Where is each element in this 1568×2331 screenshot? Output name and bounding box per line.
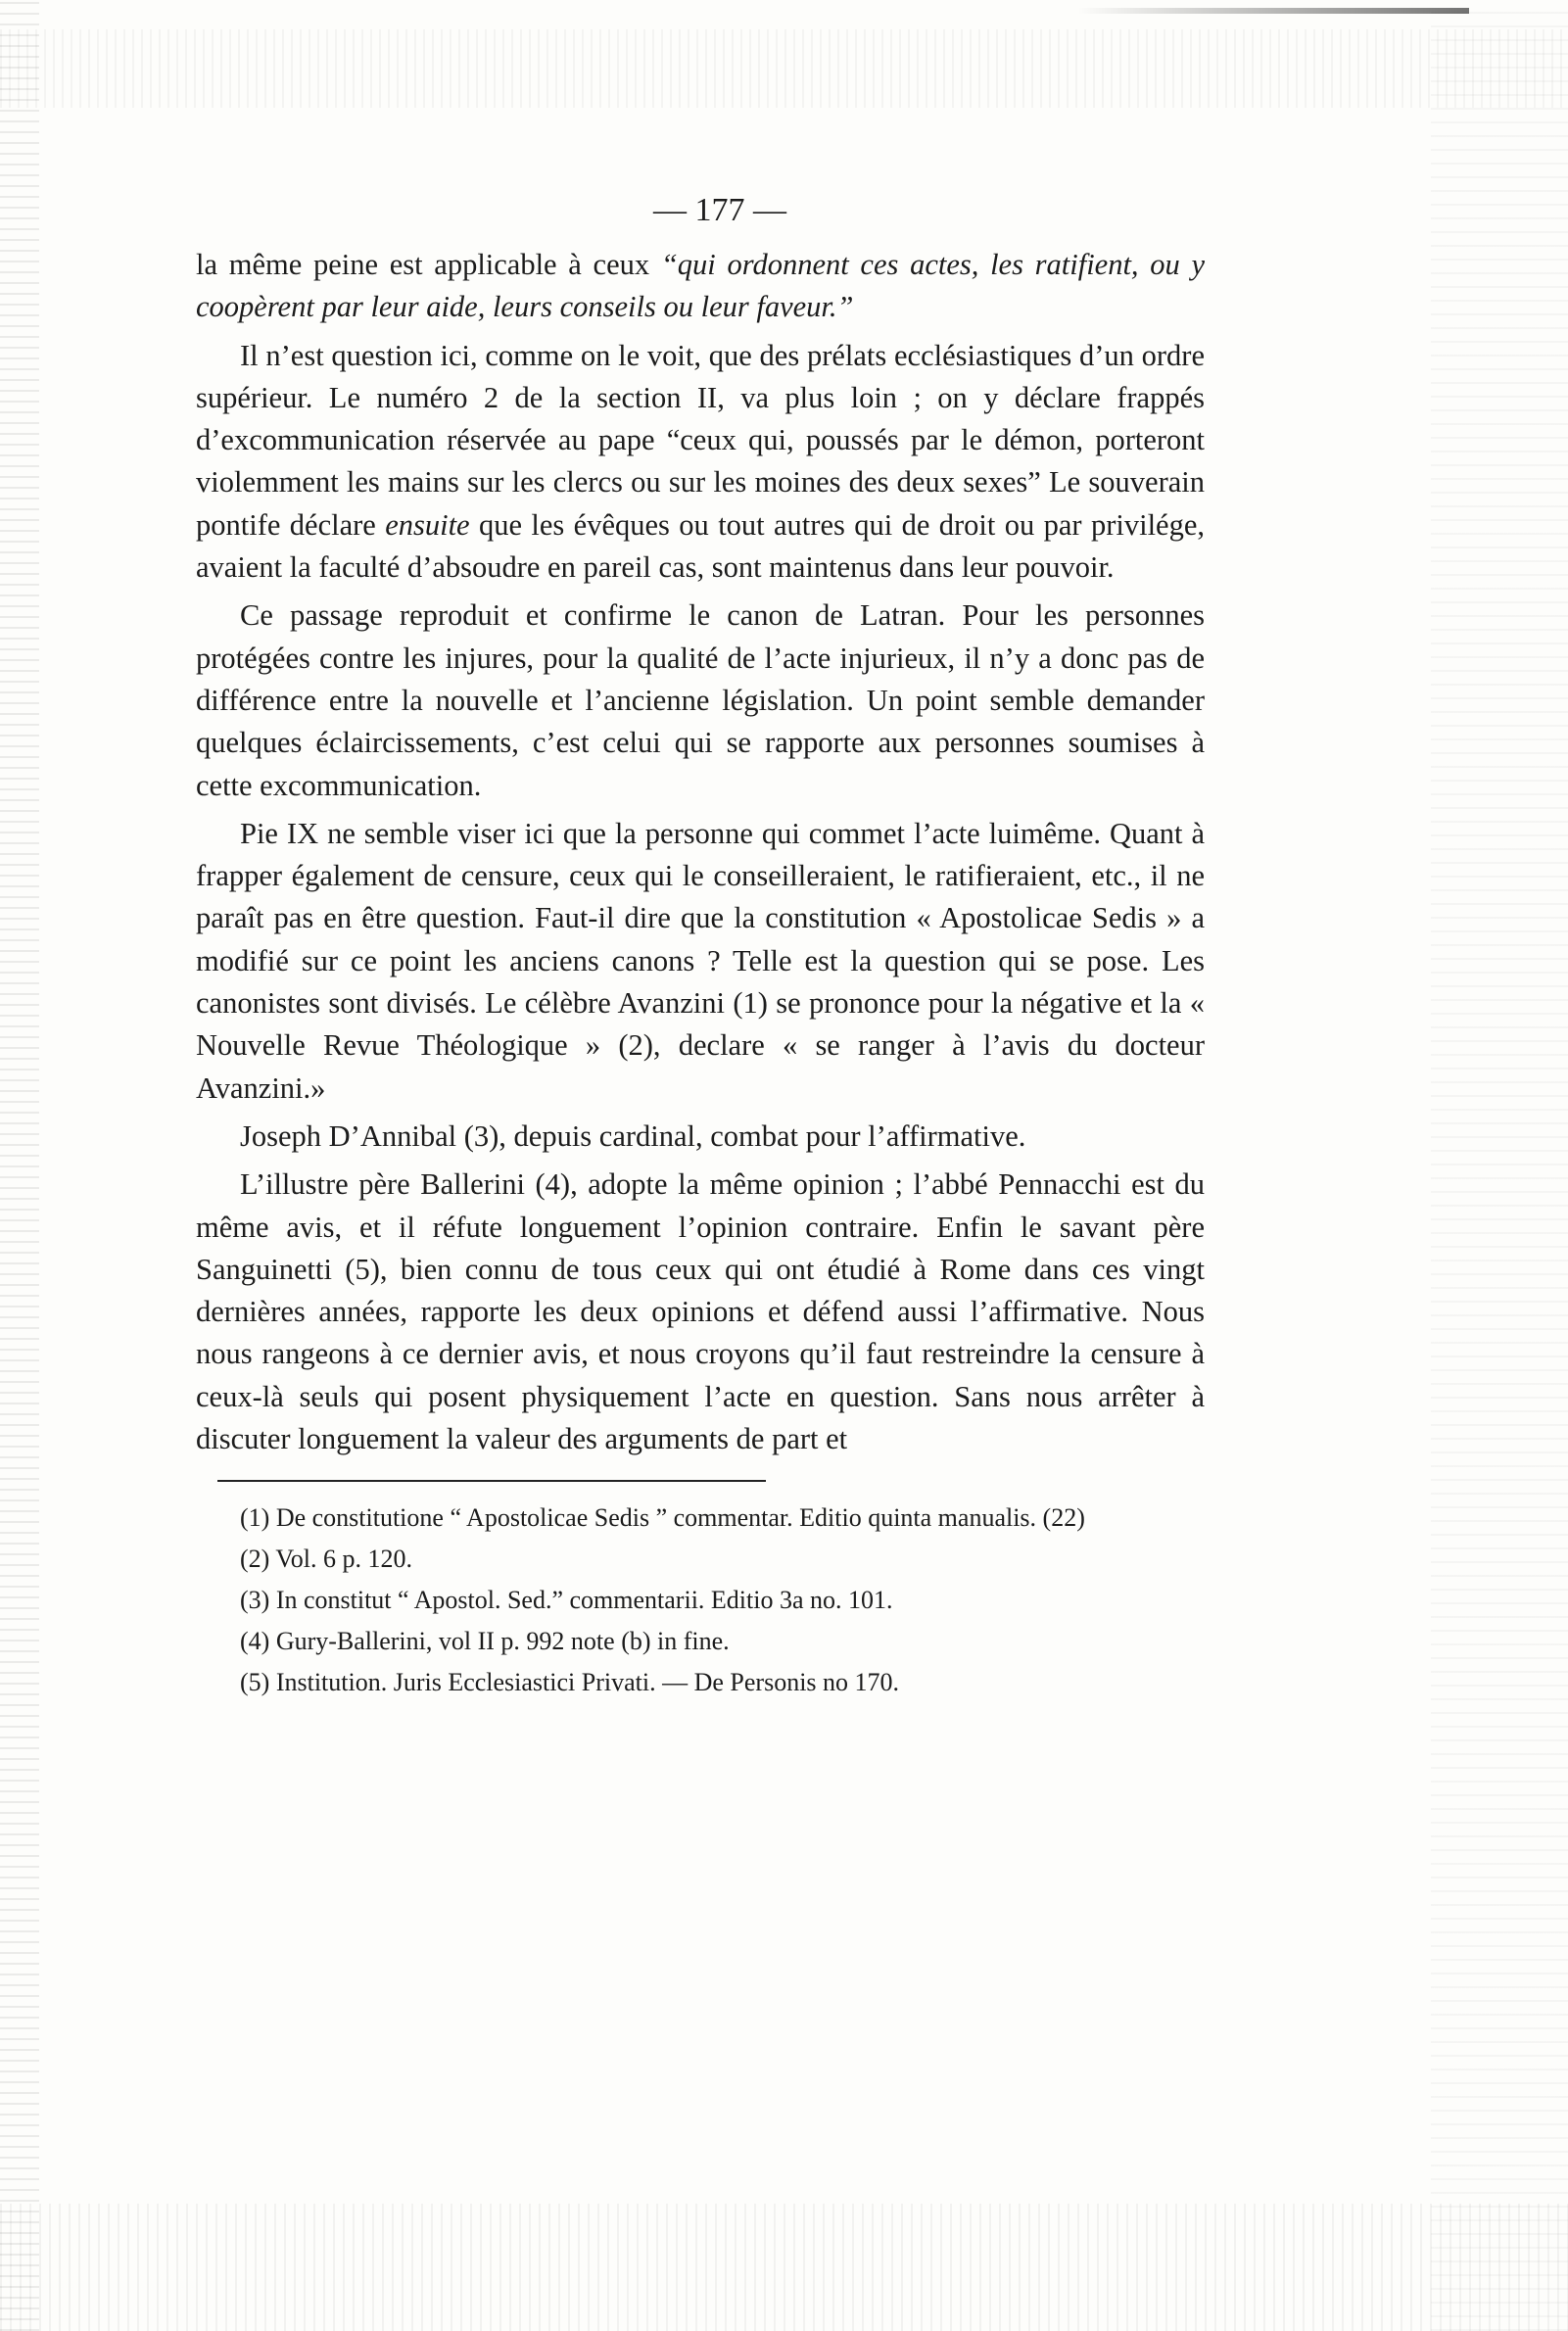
paragraph: [196, 813, 1205, 1110]
text-segment: Pie IX ne semble viser ici que la personne qui commet l’acte luimême. Quant à frapper également de censure, ceux qui le conseilleraient, le ratifieraient, etc., il ne paraît pas en être question. Faut-il dire que la constitution « Apostolicae Sedis » a modifié sur ce point les anciens canons ? Telle est la question qui se pose. Les canonistes sont divisés. Le célèbre Avanzini (1) se prononce pour la négative et la « Nouvelle Revue Théologique » (2), declare « se ranger à l’avis du docteur Avanzini.»: [196, 816, 1205, 1105]
paragraph: [196, 335, 1205, 590]
text-segment: Joseph D’Annibal (3), depuis cardinal, combat pour l’affirmative.: [240, 1118, 1026, 1153]
italic-text: ensuite: [385, 507, 470, 542]
scan-edge-right: [1431, 0, 1568, 2331]
text-segment: Il n’est question ici, comme on le voit, que des prélats ecclésiastiques d’un ordre supérieur. Le numéro 2 de la section II, va plus loin ; on y déclare frappés d’excommunication réservée au pape “ceux qui, poussés par le démon, porteront violemment les mains sur les clercs ou sur les moines des deux sexes” Le souverain pontife déclare: [196, 338, 1205, 542]
scan-edge-top: [1077, 8, 1469, 14]
text-segment: Ce passage reproduit et confirme le canon de Latran. Pour les personnes protégées contre les injures, pour la qualité de l’acte injurieux, il n’y a donc pas de différence entre la nouvelle et l’ancienne législation. Un point semble demander quelques éclaircissements, c’est celui qui se rapporte aux personnes soumises à cette excommunication.: [196, 598, 1205, 802]
footnote: (4) Gury-Ballerini, vol II p. 992 note (b) in fine.: [240, 1627, 730, 1656]
scan-edge-bottom: [0, 2204, 1568, 2331]
text-segment: la même peine est applicable à ceux: [196, 248, 661, 281]
paragraph: [196, 1164, 1205, 1460]
page-number: — 177 —: [653, 192, 786, 228]
footnote: (3) In constitut “ Apostol. Sed.” commentarii. Editio 3a no. 101.: [240, 1586, 893, 1615]
page-content: [196, 191, 1205, 1703]
footnote: (5) Institution. Juris Ecclesiastici Privati. — De Personis no 170.: [240, 1668, 900, 1697]
footnote: (2) Vol. 6 p. 120.: [240, 1545, 412, 1574]
scan-edge-left: [0, 0, 39, 2331]
paragraph: [196, 1116, 1205, 1158]
body-text: [196, 244, 1205, 1460]
paragraph: [196, 595, 1205, 806]
text-segment: que les évêques ou tout autres qui de droit ou par privilége, avaient la faculté d’absoudre en pareil cas, sont maintenus dans leur pouvoir.: [196, 507, 1206, 585]
footnote: (1) De constitutione “ Apostolicae Sedis ” commentar. Editio quinta manualis. (22): [240, 1503, 1085, 1533]
paragraph: [196, 244, 1205, 329]
footnote-separator: [217, 1480, 766, 1482]
footnotes: [196, 1498, 1205, 1703]
italic-text: “qui ordonnent ces actes, les ratifient, ou y coopèrent par leur aide, leurs conseils ou leur faveur.”: [196, 248, 1205, 324]
scan-noise-top: [0, 29, 1568, 108]
text-segment: L’illustre père Ballerini (4), adopte la même opinion ; l’abbé Pennacchi est du même avis, et il réfute longuement l’opinion contraire. Enfin le savant père Sanguinetti (5), bien connu de tous ceux qui ont étudié à Rome dans ces vingt dernières années, rapporte les deux opinions et défend aussi l’affirmative. Nous nous rangeons à ce dernier avis, et nous croyons qu’il faut restreindre la censure à ceux-là seuls qui posent physiquement l’acte en question. Sans nous arrêter à discuter longuement la valeur des arguments de part et: [196, 1167, 1205, 1456]
